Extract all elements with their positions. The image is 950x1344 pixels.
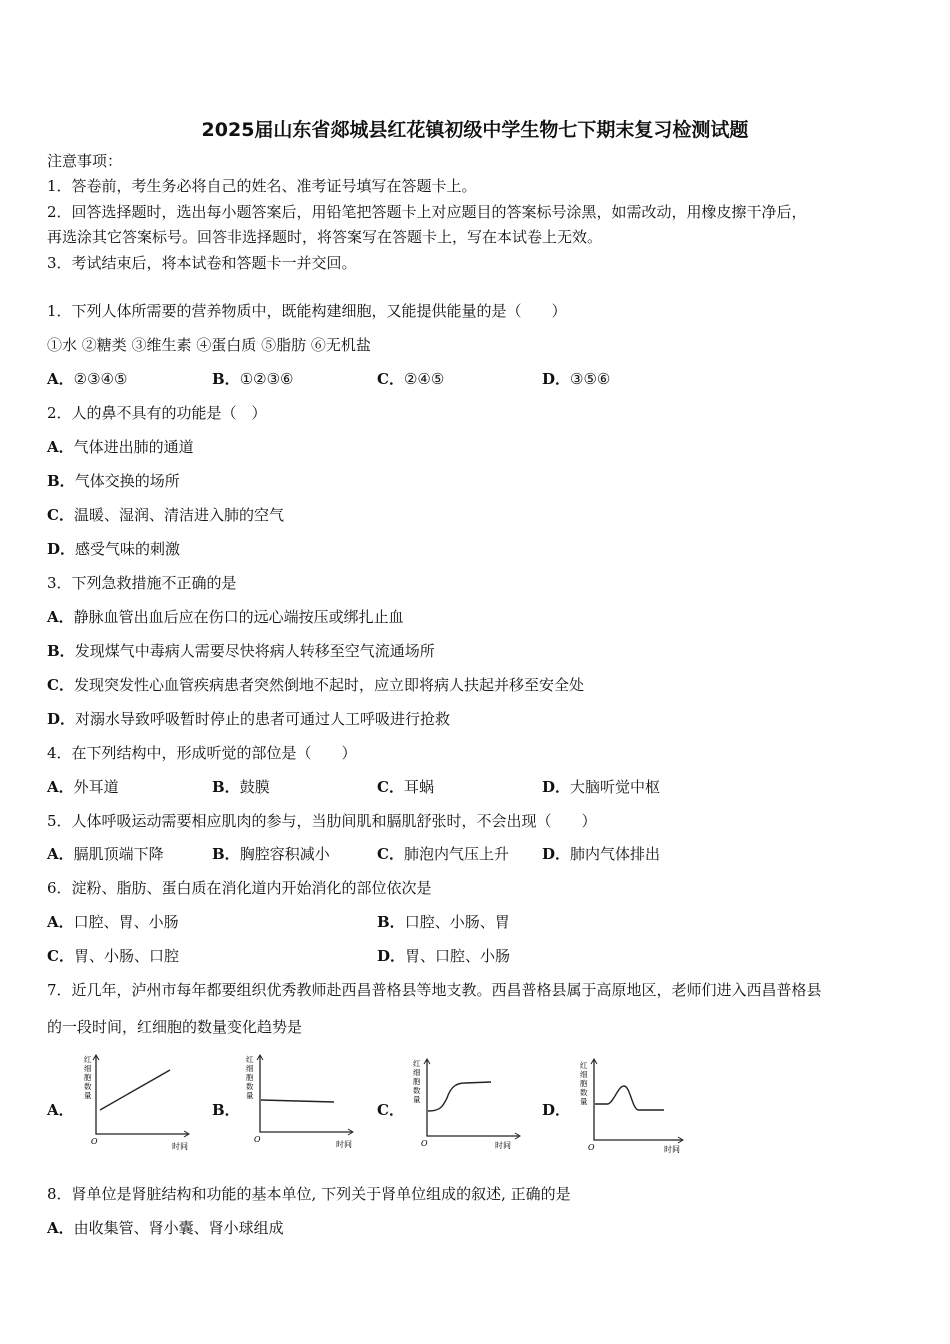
graph-origin: O: [588, 1143, 595, 1152]
option-text: 静脉血管出血后应在伤口的远心端按压或绑扎止血: [73, 608, 404, 626]
graph-y-label-char: 量: [413, 1095, 421, 1104]
graph-curve: [428, 1082, 491, 1111]
notice-heading: 注意事项：: [47, 152, 123, 170]
graph-curve: [261, 1100, 334, 1102]
option-text: 胃、口腔、小肠: [405, 947, 511, 965]
graph-y-label: [580, 1060, 588, 1106]
graph-curve: [100, 1070, 170, 1110]
question-3-option-a: [47, 607, 404, 627]
question-4-option-d: [542, 777, 660, 797]
notice-item-2: 2．回答选择题时，选出每小题答案后，用铅笔把答题卡上对应题目的答案标号涂黑，如需改动，用橡皮擦干净后，: [47, 203, 807, 221]
option-letter: A．: [47, 438, 74, 456]
notice-item-1: 1．答卷前，考生务必将自己的姓名、准考证号填写在答题卡上。: [47, 177, 477, 195]
option-text: 胃、小肠、口腔: [73, 947, 179, 965]
question-2-option-d: [47, 539, 180, 559]
question-3-stem: 3．下列急救措施不正确的是: [47, 574, 237, 592]
option-letter: A．: [47, 370, 74, 388]
option-letter: D．: [377, 947, 406, 965]
graph-x-label: 时间: [664, 1145, 680, 1154]
option-letter: A．: [47, 608, 74, 626]
option-text: 发现突发性心血管疾病患者突然倒地不起时，应立即将病人扶起并移至安全处: [73, 676, 584, 694]
option-letter: A．: [47, 778, 74, 796]
question-5-option-d: [542, 844, 660, 864]
graph-origin: O: [254, 1135, 261, 1144]
graph-x-label: 时间: [172, 1142, 188, 1151]
page-title: 2025届山东省郯城县红花镇初级中学生物七下期末复习检测试题: [201, 119, 749, 141]
graph-x-label: 时间: [336, 1140, 352, 1149]
question-5-option-b: [212, 844, 330, 864]
option-text: ②③④⑤: [73, 370, 128, 388]
question-7-option-d: D．: [542, 1101, 571, 1119]
graph-y-label: [413, 1058, 421, 1104]
option-letter: C．: [377, 845, 404, 863]
option-letter: D．: [542, 370, 571, 388]
option-text: 外耳道: [73, 778, 119, 796]
option-letter: B．: [47, 472, 75, 490]
question-1-items: ①水 ②糖类 ③维生素 ④蛋白质 ⑤脂肪 ⑥无机盐: [47, 336, 371, 354]
option-text: 膈肌顶端下降: [73, 845, 164, 863]
option-text: 肺泡内气压上升: [403, 845, 509, 863]
question-7-option-a: A．: [47, 1101, 74, 1119]
graph-b: [236, 1052, 361, 1152]
graph-y-label-char: 数: [413, 1086, 421, 1095]
option-letter: D．: [47, 540, 76, 558]
graph-y-label-char: 量: [84, 1091, 92, 1100]
graph-y-label-char: 胞: [413, 1077, 421, 1086]
option-letter: C．: [47, 506, 74, 524]
question-6-option-d: [377, 946, 510, 966]
graph-y-label-char: 红: [413, 1059, 421, 1068]
option-letter: C．: [377, 370, 404, 388]
option-text: 气体进出肺的通道: [73, 438, 194, 456]
graph-x-label: 时间: [495, 1141, 511, 1150]
question-1-option-a: [47, 369, 127, 389]
option-text: 口腔、小肠、胃: [404, 913, 510, 931]
graph-a: [72, 1052, 197, 1152]
option-letter: D．: [542, 778, 571, 796]
option-text: 耳蜗: [403, 778, 434, 796]
question-4-stem: 4．在下列结构中，形成听觉的部位是（ ）: [47, 744, 357, 762]
graph-y-label-char: 细: [413, 1068, 421, 1077]
question-6-option-c: [47, 946, 179, 966]
option-text: 鼓膜: [239, 778, 270, 796]
option-text: 感受气味的刺激: [75, 540, 181, 558]
graph-y-label-char: 量: [246, 1091, 254, 1100]
graph-y-label-char: 量: [580, 1097, 588, 1106]
notice-item-3: 3．考试结束后，将本试卷和答题卡一并交回。: [47, 254, 357, 272]
option-letter: D．: [47, 710, 76, 728]
graph-y-label-char: 数: [246, 1082, 254, 1091]
question-7-stem: 7．近几年，泸州市每年都要组织优秀教师赴西昌普格县等地支教。西昌普格县属于高原地区，老师们进入西昌普格县: [47, 981, 822, 999]
graph-y-label: [84, 1054, 92, 1100]
graph-y-label: [246, 1054, 254, 1100]
option-letter: A．: [47, 1219, 74, 1237]
graph-y-label-char: 细: [84, 1064, 92, 1073]
question-6-stem: 6．淀粉、脂肪、蛋白质在消化道内开始消化的部位依次是: [47, 879, 432, 897]
option-letter: D．: [542, 845, 571, 863]
graph-axes: [260, 1056, 352, 1132]
option-text: 发现煤气中毒病人需要尽快将病人转移至空气流通场所: [74, 642, 435, 660]
question-2-option-a: [47, 437, 194, 457]
question-6-option-b: [377, 912, 510, 932]
graph-y-label-char: 胞: [580, 1079, 588, 1088]
question-2-option-b: [47, 471, 180, 491]
graph-y-label-char: 细: [246, 1064, 254, 1073]
option-letter: C．: [47, 676, 74, 694]
graph-y-label-char: 数: [580, 1088, 588, 1097]
graph-axes: [96, 1056, 188, 1134]
graph-origin: O: [91, 1137, 98, 1146]
question-1-stem: 1．下列人体所需要的营养物质中，既能构建细胞，又能提供能量的是（ ）: [47, 302, 567, 320]
graph-y-label-char: 红: [580, 1061, 588, 1070]
option-letter: B．: [47, 642, 75, 660]
option-letter: B．: [377, 913, 405, 931]
option-text: 胸腔容积减小: [239, 845, 330, 863]
option-letter: A．: [47, 913, 74, 931]
question-5-option-c: [377, 844, 509, 864]
option-text: 口腔、胃、小肠: [73, 913, 179, 931]
graph-y-label-char: 胞: [84, 1073, 92, 1082]
question-1-option-b: [212, 369, 293, 389]
question-4-option-b: [212, 777, 270, 797]
option-letter: B．: [212, 370, 240, 388]
option-text: ①②③⑥: [239, 370, 294, 388]
option-text: 大脑听觉中枢: [570, 778, 661, 796]
option-text: ③⑤⑥: [570, 370, 611, 388]
question-8-option-a: [47, 1218, 284, 1238]
question-2-option-c: [47, 505, 284, 525]
graph-y-label-char: 红: [246, 1055, 254, 1064]
option-text: 气体交换的场所: [74, 472, 180, 490]
option-letter: B．: [212, 845, 240, 863]
question-5-stem: 5．人体呼吸运动需要相应肌肉的参与，当肋间肌和膈肌舒张时，不会出现（ ）: [47, 812, 597, 830]
graph-y-label-char: 数: [84, 1082, 92, 1091]
graph-axes: [594, 1060, 682, 1140]
option-text: 对溺水导致呼吸暂时停止的患者可通过人工呼吸进行抢救: [75, 710, 451, 728]
question-6-option-a: [47, 912, 179, 932]
graph-c: [403, 1056, 528, 1156]
option-letter: C．: [377, 778, 404, 796]
graph-d: [570, 1056, 695, 1156]
question-1-option-d: [542, 369, 610, 389]
graph-curve: [595, 1086, 664, 1110]
option-text: ②④⑤: [403, 370, 445, 388]
option-text: 由收集管、肾小囊、肾小球组成: [73, 1219, 284, 1237]
option-letter: B．: [212, 778, 240, 796]
question-4-option-c: [377, 777, 434, 797]
question-1-option-c: [377, 369, 444, 389]
question-3-option-d: [47, 709, 450, 729]
option-letter: A．: [47, 845, 74, 863]
notice-item-2-cont: 再选涂其它答案标号。回答非选择题时，将答案写在答题卡上，写在本试卷上无效。: [47, 228, 603, 246]
graph-origin: O: [421, 1139, 428, 1148]
graph-y-label-char: 细: [580, 1070, 588, 1079]
question-2-stem: 2．人的鼻不具有的功能是（ ）: [47, 404, 267, 422]
question-3-option-b: [47, 641, 435, 661]
graph-axes: [427, 1060, 519, 1136]
question-7-option-c: C．: [377, 1101, 404, 1119]
question-8-stem: 8．肾单位是肾脏结构和功能的基本单位, 下列关于肾单位组成的叙述, 正确的是: [47, 1185, 571, 1203]
question-5-option-a: [47, 844, 164, 864]
question-7-option-b: B．: [212, 1101, 240, 1119]
question-4-option-a: [47, 777, 119, 797]
option-text: 肺内气体排出: [570, 845, 661, 863]
question-7-stem-cont: 的一段时间，红细胞的数量变化趋势是: [47, 1018, 303, 1036]
option-letter: C．: [47, 947, 74, 965]
graph-y-label-char: 红: [84, 1055, 92, 1064]
option-text: 温暖、湿润、清洁进入肺的空气: [73, 506, 284, 524]
question-3-option-c: [47, 675, 584, 695]
graph-y-label-char: 胞: [246, 1073, 254, 1082]
